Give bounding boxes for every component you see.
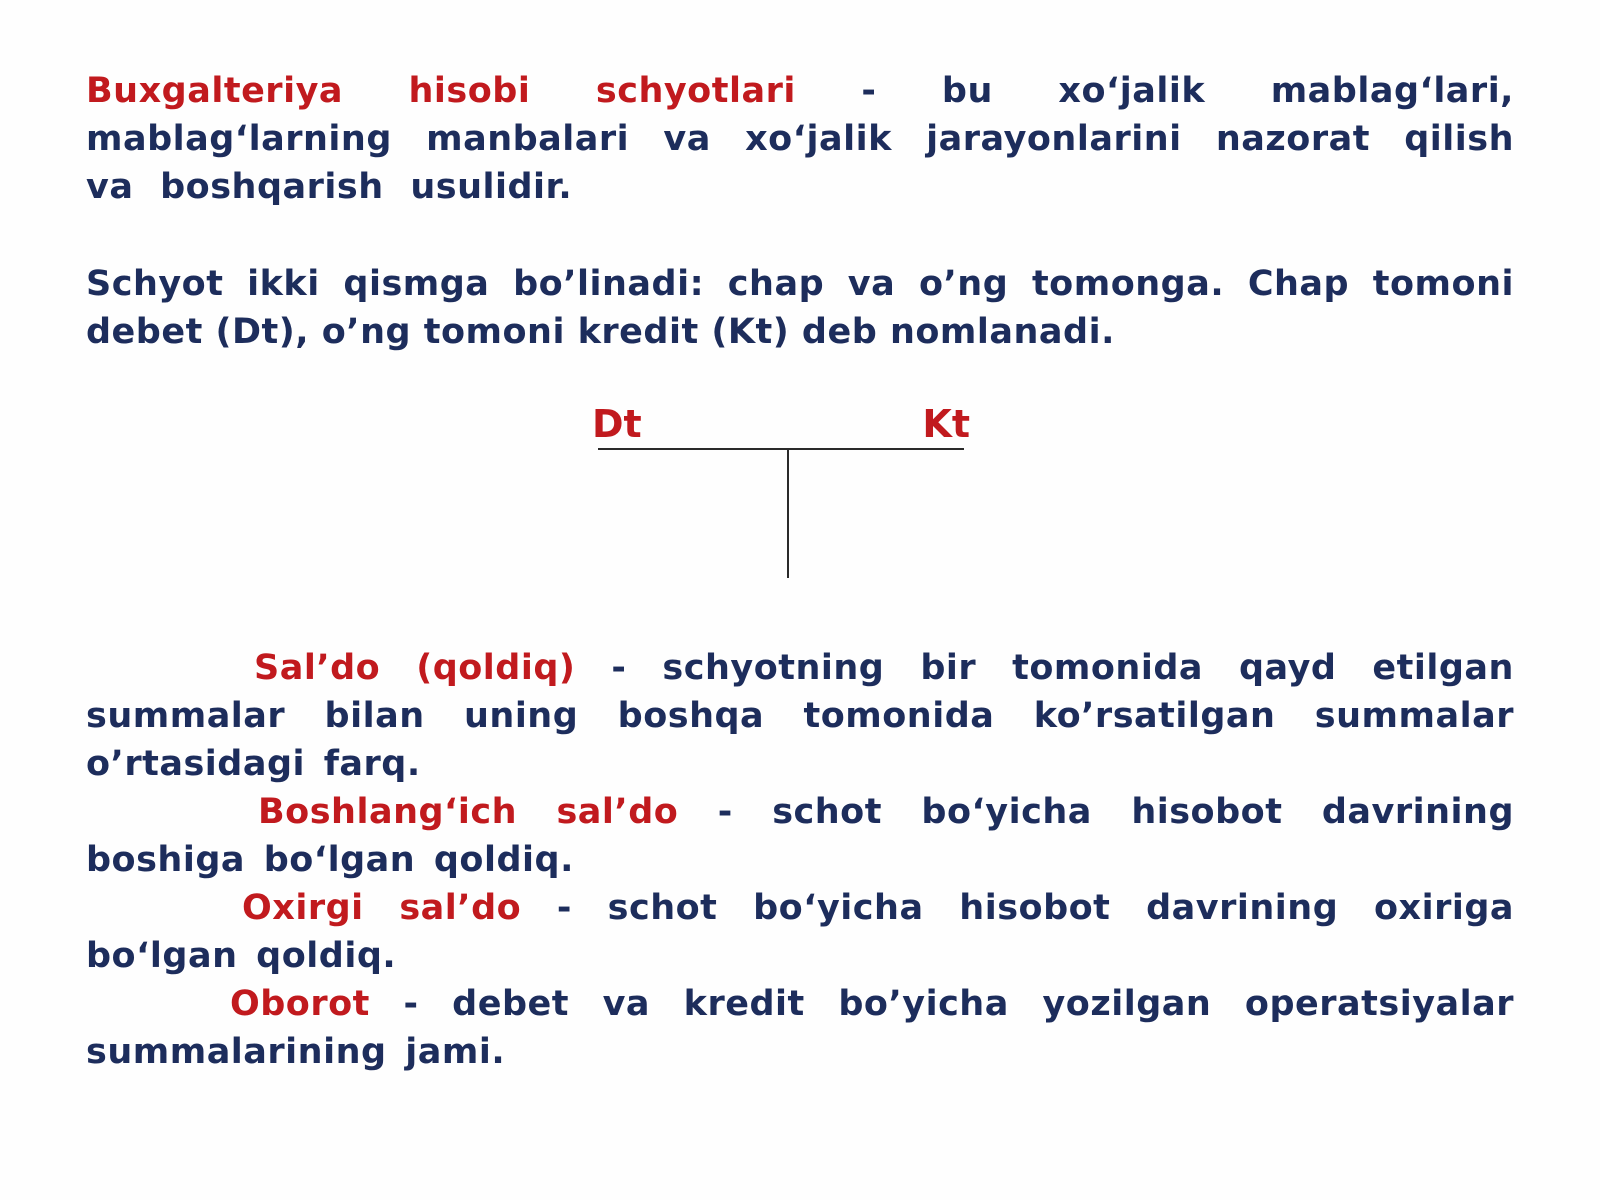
- account-parts-paragraph: [86, 260, 1514, 356]
- saldo-definition-text: - schyotning bir tomonida qayd etilgan summalar bilan uning boshqa tomonida ko’rsatilgan summalar o’rtasidagi farq.: [86, 648, 1514, 784]
- opening-saldo-definition: [86, 788, 1514, 884]
- t-account-horizontal-line: [598, 448, 964, 450]
- opening-saldo-definition-text: - schot bo‘yicha hisobot davrining boshiga bo‘lgan qoldiq.: [86, 792, 1514, 880]
- accounts-definition-text: - bu xo‘jalik mablag‘lari, mablag‘larning manbalari va xo‘jalik jarayonlarini nazorat qilish va boshqarish usulidir.: [86, 71, 1514, 207]
- credit-label: Kt: [922, 402, 970, 446]
- t-account-vertical-line: [787, 448, 789, 578]
- turnover-definition: [86, 980, 1514, 1076]
- account-parts-text: Schyot ikki qismga bo’linadi: chap va o’ng tomonga. Chap tomoni debet (Dt), o’ng tomoni kredit (Kt) deb nomlanadi.: [86, 264, 1514, 352]
- accounts-definition: [86, 67, 1514, 211]
- turnover-definition-text: - debet va kredit bo’yicha yozilgan operatsiyalar summalarining jami.: [86, 984, 1514, 1072]
- turnover-term: Oborot: [230, 984, 370, 1024]
- debit-label: Dt: [592, 402, 642, 446]
- closing-saldo-definition-text: - schot bo‘yicha hisobot davrining oxiriga bo‘lgan qoldiq.: [86, 888, 1514, 976]
- saldo-definition: [86, 644, 1514, 788]
- saldo-term: Sal’do (qoldiq): [254, 648, 576, 688]
- accounts-term: Buxgalteriya hisobi schyotlari: [86, 71, 796, 111]
- t-account-diagram: [590, 402, 970, 578]
- closing-saldo-term: Oxirgi sal’do: [242, 888, 522, 928]
- opening-saldo-term: Boshlang‘ich sal’do: [258, 792, 679, 832]
- closing-saldo-definition: [86, 884, 1514, 980]
